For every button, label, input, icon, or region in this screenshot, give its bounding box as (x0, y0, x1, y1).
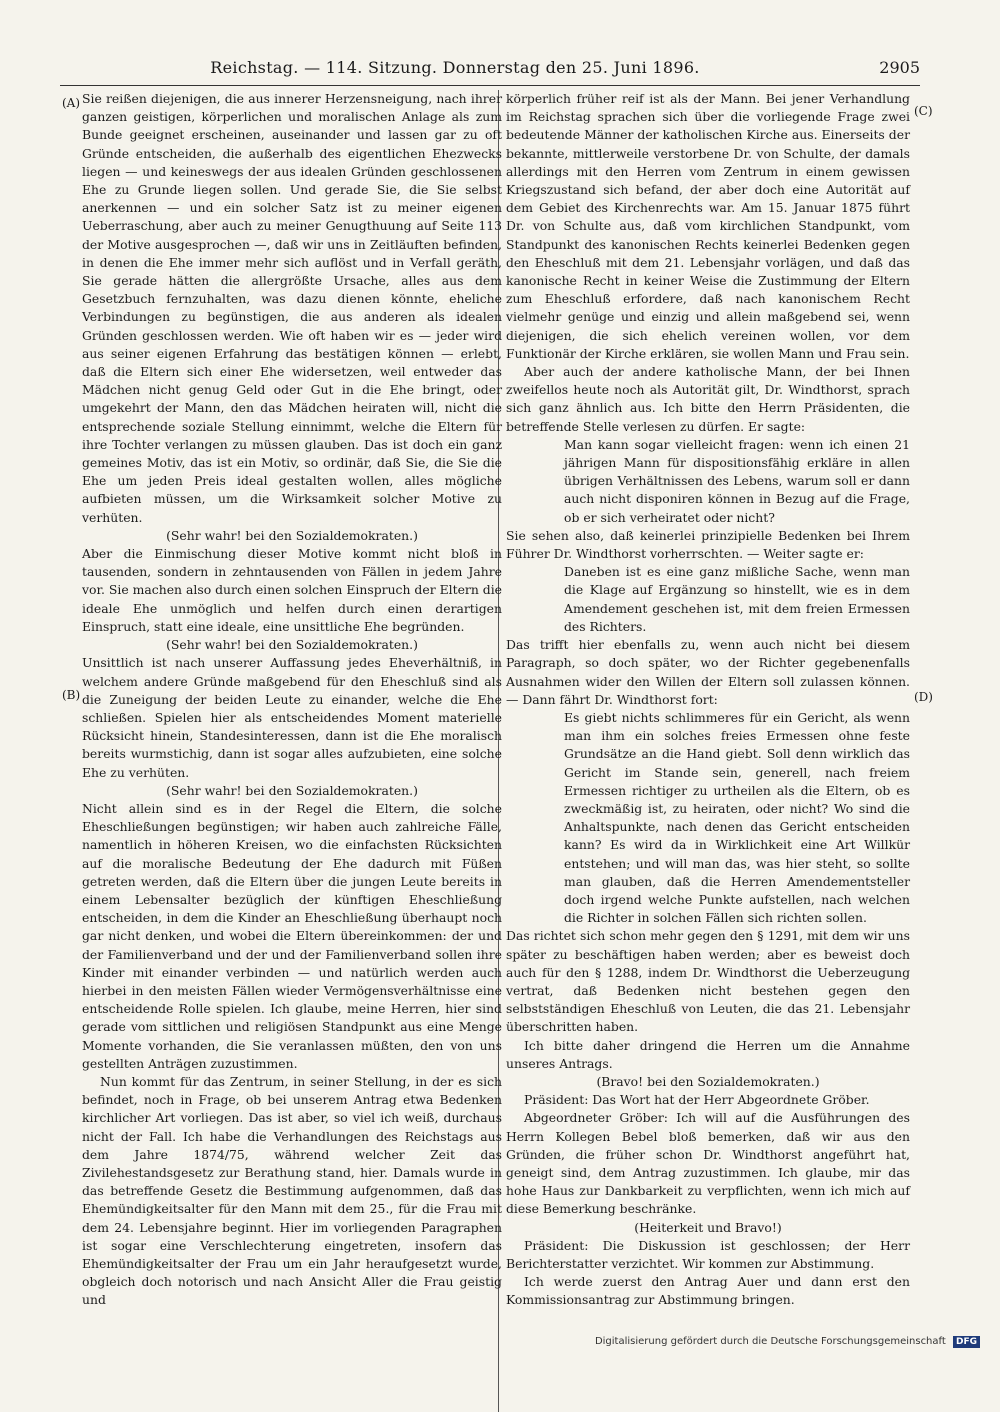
speaker-paragraph: Präsident: Das Wort hat der Herr Abgeordnete Gröber. (524, 1092, 870, 1108)
paragraph: Aber auch der andere katholische Mann, der bei Ihnen zweifellos heute noch als Autorität gilt, Dr. Windthorst, sprach sich ganz ähnlich aus. Ich bitte den Herrn Präsidenten, die betreffende Stelle verlesen zu dürfen. Er sagte: (506, 364, 910, 434)
page-number: 2905 (879, 58, 920, 77)
quotation: Man kann sogar vielleicht fragen: wenn ich einen 21 jährigen Mann für dispositionsfähig erkläre in allen übrigen Verhältnissen des Lebens, warum soll er dann auch nicht disponiren können in Bezug auf die Frage, ob er sich verheiratet oder nicht? (564, 436, 910, 525)
quotation: Daneben ist es eine ganz mißliche Sache, wenn man die Klage auf Ergänzung so hinstellt, wie es in dem Amendement geschehen ist, mit dem freien Ermessen des Richters. (564, 564, 910, 634)
dfg-logo: DFG (953, 1336, 980, 1348)
paragraph: Das richtet sich schon mehr gegen den § 1291, mit dem wir uns später zu beschäftigen haben werden; aber es beweist doch auch für den § 1288, indem Dr. Windthorst die Ueberzeugung vertrat, daß Bedenken nicht bestehen gegen den selbstständigen Eheschluß von Leuten, die das 21. Lebensjahr überschritten haben. (506, 928, 910, 1035)
interjection: (Sehr wahr! bei den Sozialdemokraten.) (166, 782, 418, 798)
right-column (506, 90, 910, 1310)
header-title: Reichstag. — 114. Sitzung. Donnerstag den 25. Juni 1896. (210, 58, 700, 77)
paragraph: Sie reißen diejenigen, die aus innerer Herzensneigung, nach ihrer ganzen geistigen, körperlichen und moralischen Anlage als zum Bunde geeignet erscheinen, auseinander und lassen gar zu oft Gründe entscheiden, die außerhalb des eigentlichen Ehezwecks liegen — und keineswegs der aus idealen Gründen geschlossenen Ehe zu Grunde liegen sollen. Und gerade Sie, die Sie selbst anerkennen — und ein solcher Satz ist zu meiner eigenen Ueberraschung, aber auch zu meiner Genugthuung auf Seite 113 der Motive ausgesprochen —, daß wir uns in Zeitläuften befinden, in denen die Ehe immer mehr sich auflöst und in Verfall geräth, Sie gerade hätten die allergrößte Ursache, alles aus dem Gesetzbuch fernzuhalten, was dazu dienen könnte, eheliche Verbindungen zu begünstigen, die aus anderen als idealen Gründen geschlossen werden. Wie oft haben wir es — jeder wird aus seiner eigenen Erfahrung das bestätigen können — erlebt, daß die Eltern sich einer Ehe widersetzen, weil entweder das Mädchen nicht genug Geld oder Gut in die Ehe bringt, oder umgekehrt der Mann, den das Mädchen heiraten will, nicht die entsprechende soziale Stellung einnimmt, welche die Eltern für ihre Tochter verlangen zu müssen glauben. Das ist doch ein ganz gemeines Motiv, das ist ein Motiv, so ordinär, daß Sie, die Sie die Ehe um jeden Preis ideal gestalten wollen, alles mögliche aufbieten müssen, um die Wirksamkeit solcher Motive zu verhüten. (82, 91, 502, 525)
left-column (82, 90, 502, 1310)
margin-marker-d: (D) (914, 690, 933, 704)
speaker-paragraph: Abgeordneter Gröber: Ich will auf die Ausführungen des Herrn Kollegen Bebel bloß bemerken, daß wir aus den Gründen, die früher schon Dr. Windthorst angeführt hat, geneigt sind, dem Antrag zuzustimmen. Ich glaube, mir das hohe Haus zur Dankbarkeit zu verpflichten, wenn ich mich auf diese Bemerkung beschränke. (506, 1110, 910, 1217)
footer-credit (595, 1336, 980, 1348)
interjection: (Bravo! bei den Sozialdemokraten.) (596, 1073, 820, 1089)
margin-marker-c: (C) (914, 104, 933, 118)
paragraph: Ich bitte daher dringend die Herren um die Annahme unseres Antrags. (506, 1037, 910, 1071)
interjection: (Sehr wahr! bei den Sozialdemokraten.) (166, 527, 418, 543)
paragraph: Unsittlich ist nach unserer Auffassung jedes Eheverhältniß, in welchem andere Gründe maßgebend für den Eheschluß sind als die Zuneigung der beiden Leute zu einander, welche die Ehe schließen. Spielen hier als entscheidendes Moment materielle Rücksicht hinein, Standesinteressen, dann ist die Ehe moralisch bereits wurmstichig, dann ist sogar alles aufzubieten, eine solche Ehe zu verhüten. (82, 655, 502, 780)
page-header (60, 58, 920, 84)
quotation: Es giebt nichts schlimmeres für ein Gericht, als wenn man ihm ein solches freies Ermessen ohne feste Grundsätze an die Hand giebt. Soll denn wirklich das Gericht im Stande sein, generell, nach freiem Ermessen richtiger zu urtheilen als die Eltern, ob es zweckmäßig ist, zu heiraten, oder nicht? Wo sind die Anhaltspunkte, nach denen das Gericht entscheiden kann? Es wird da in Wirklichkeit eine Art Willkür entstehen; und will man das, was hier steht, so sollte man glauben, daß die Herren Amendementsteller doch irgend welche Punkte aufstellen, nach welchen die Richter in solchen Fällen sich richten sollen. (564, 709, 910, 926)
paragraph: Nicht allein sind es in der Regel die Eltern, die solche Eheschließungen begünstigen; wir haben auch zahlreiche Fälle, namentlich in höheren Kreisen, wo die einfachsten Rücksichten auf die moralische Bedeutung der Ehe dadurch mit Füßen getreten werden, daß die Eltern über die jungen Leute bereits in einem Lebensalter bezüglich der künftigen Eheschließung entscheiden, in dem die Kinder an Eheschließung überhaupt noch gar nicht denken, und wobei die Eltern übereinkommen: der und der Familienverband und der und der Familienverband sollen ihre Kinder mit einander verbinden — und natürlich werden auch hierbei in den meisten Fällen wieder Vermögensverhältnisse eine entscheidende Rolle spielen. Ich glaube, meine Herren, hier sind gerade vom sittlichen und religiösen Standpunkt aus eine Menge Momente vorhanden, die Sie veranlassen müßten, den von uns gestellten Anträgen zuzustimmen. (82, 800, 502, 1071)
paragraph: körperlich früher reif ist als der Mann. Bei jener Verhandlung im Reichstag sprachen sich über die vorliegende Frage zwei bedeutende Männer der katholischen Kirche aus. Einerseits der bekannte, mittlerweile verstorbene Dr. von Schulte, der damals allerdings mit den Herren vom Zentrum in einem gewissen Kriegszustand sich befand, der aber doch eine Autorität auf dem Gebiet des Kirchenrechts war. Am 15. Januar 1875 führt Dr. von Schulte aus, daß vom kirchlichen Standpunkt, vom Standpunkt des kanonischen Rechts keinerlei Bedenken gegen den Eheschluß mit dem 21. Lebensjahr vorlägen, und daß das kanonische Recht in keiner Weise die Zustimmung der Eltern zum Eheschluß erfordere, daß nach kanonischem Recht vielmehr genüge und einzig und allein maßgebend sei, wenn diejenigen, die sich ehelich vereinen wollen, vor dem Funktionär der Kirche erklären, sie wollen Mann und Frau sein. (506, 91, 910, 361)
interjection: (Heiterkeit und Bravo!) (634, 1219, 782, 1235)
paragraph: Aber die Einmischung dieser Motive kommt nicht bloß in tausenden, sondern in zehntausenden von Fällen in jedem Jahre vor. Sie machen also durch einen solchen Einspruch der Eltern die ideale Ehe unmöglich und helfen durch einen derartigen Einspruch, statt eine ideale, eine unsittliche Ehe begründen. (82, 546, 502, 634)
speaker-paragraph: Präsident: Die Diskussion ist geschlossen; der Herr Berichterstatter verzichtet. Wir kommen zur Abstimmung. (506, 1237, 910, 1271)
paragraph: Sie sehen also, daß keinerlei prinzipielle Bedenken bei Ihrem Führer Dr. Windthorst vorherrschten. — Weiter sagte er: (506, 527, 910, 562)
footer-text: Digitalisierung gefördert durch die Deutsche Forschungsgemeinschaft (594, 1336, 946, 1347)
margin-marker-a: (A) (62, 96, 81, 110)
interjection: (Sehr wahr! bei den Sozialdemokraten.) (166, 637, 418, 653)
paragraph: Ich werde zuerst den Antrag Auer und dann erst den Kommissionsantrag zur Abstimmung bringen. (506, 1274, 910, 1308)
paragraph: Das trifft hier ebenfalls zu, wenn auch nicht bei diesem Paragraph, so doch später, wo der Richter gegebenenfalls Ausnahmen wider den Willen der Eltern soll zulassen können. — Dann fährt Dr. Windthorst fort: (506, 637, 910, 707)
header-rule (60, 85, 920, 86)
margin-marker-b: (B) (62, 688, 81, 702)
paragraph: Nun kommt für das Zentrum, in seiner Stellung, in der es sich befindet, noch in Frage, ob bei unserem Antrag etwa Bedenken kirchlicher Art vorliegen. Das ist aber, so viel ich weiß, durchaus nicht der Fall. Ich habe die Verhandlungen des Reichstags aus dem Jahre 1874/75, während welcher Zeit das Zivilehestandsgesetz zur Berathung stand, hier. Damals wurde in das betreffende Gesetz die Bestimmung aufgenommen, daß das Ehemündigkeitsalter für den Mann mit dem 25., für die Frau mit dem 24. Lebensjahre beginnt. Hier im vorliegenden Paragraphen ist sogar eine Verschlechterung eingetreten, insofern das Ehemündigkeitsalter der Frau um ein Jahr heraufgesetzt wurde, obgleich doch notorisch und nach Ansicht Aller die Frau geistig und (82, 1073, 502, 1308)
